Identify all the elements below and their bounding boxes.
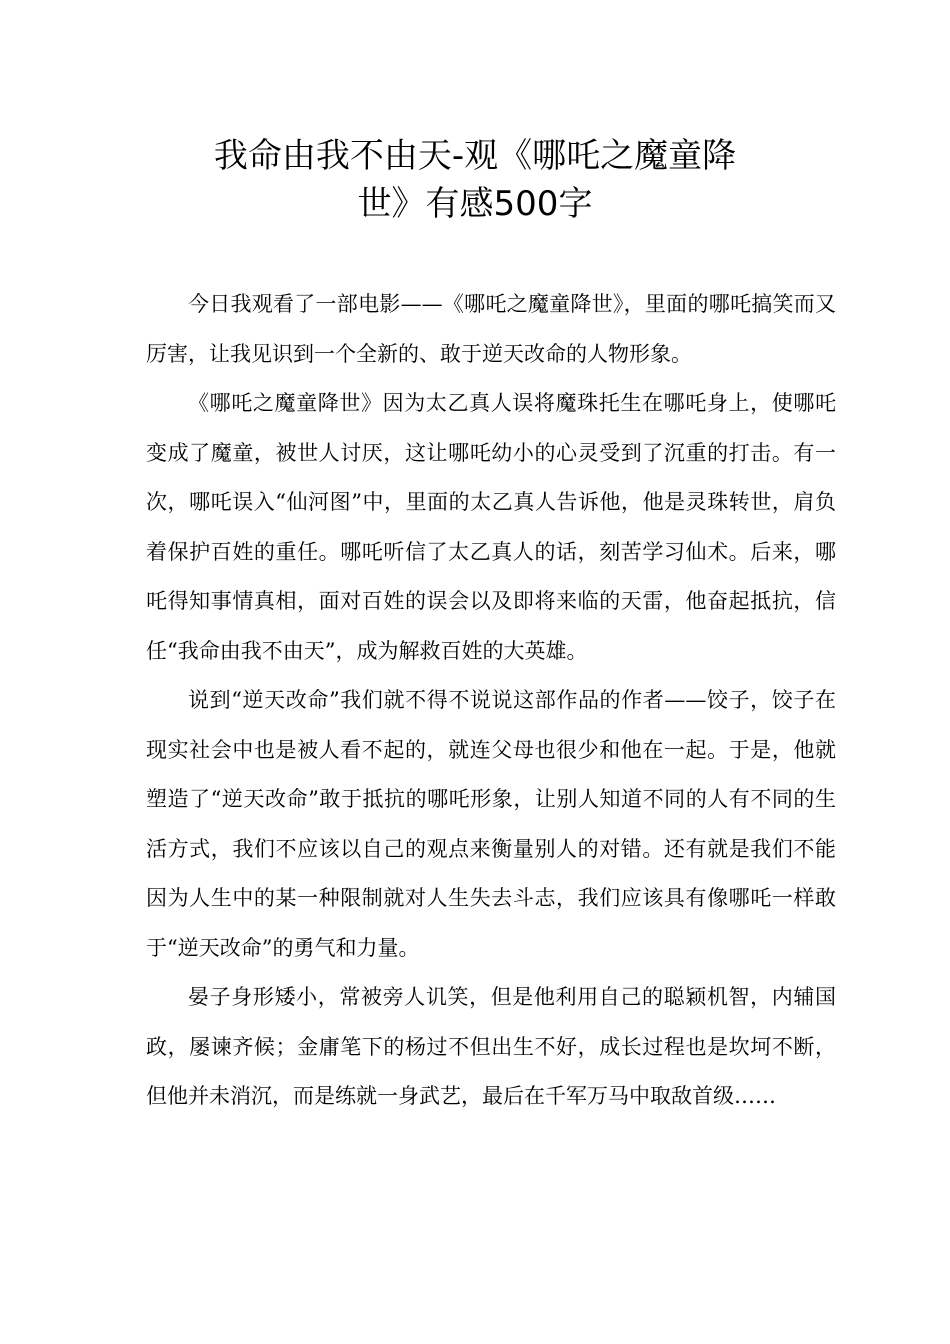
- title-line-2: 世》有感500字: [357, 184, 593, 224]
- paragraph-2: 《哪吒之魔童降世》因为太乙真人误将魔珠托生在哪吒身上，使哪吒变成了魔童，被世人讨厌，这让哪吒幼小的心灵受到了沉重的打击。有一次，哪吒误入“仙河图”中，里面的太乙真人告诉他，他是灵珠转世，肩负着保护百姓的重任。哪吒听信了太乙真人的话，刻苦学习仙术。后来，哪吒得知事情真相，面对百姓的误会以及即将来临的天雷，他奋起抵抗，信任“我命由我不由天”，成为解救百姓的大英雄。: [146, 391, 836, 663]
- document-title: [0, 132, 950, 228]
- title-line-1: 我命由我不由天-观《哪吒之魔童降: [213, 136, 737, 176]
- paragraph-1: 今日我观看了一部电影——《哪吒之魔童降世》，里面的哪吒搞笑而又厉害，让我见识到一个全新的、敢于逆天改命的人物形象。: [146, 292, 836, 366]
- paragraph-4: 晏子身形矮小，常被旁人讥笑，但是他利用自己的聪颖机智，内辅国政，屡谏齐候；金庸笔下的杨过不但出生不好，成长过程也是坎坷不断，但他并未消沉，而是练就一身武艺，最后在千军万马中取敌首级……: [146, 985, 836, 1108]
- document-body: [146, 280, 836, 1122]
- paragraph-3: 说到“逆天改命”我们就不得不说说这部作品的作者——饺子，饺子在现实社会中也是被人看不起的，就连父母也很少和他在一起。于是，他就塑造了“逆天改命”敢于抵抗的哪吒形象，让别人知道不同的人有不同的生活方式，我们不应该以自己的观点来衡量别人的对错。还有就是我们不能因为人生中的某一种限制就对人生失去斗志，我们应该具有像哪吒一样敢于“逆天改命”的勇气和力量。: [146, 688, 836, 960]
